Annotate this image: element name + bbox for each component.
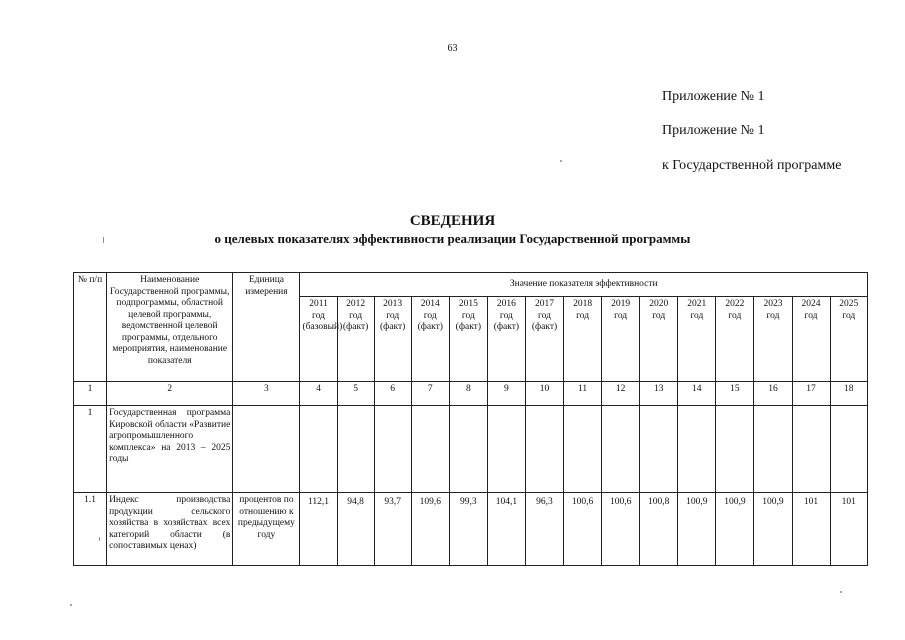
header-year-2: 2013 год (факт) [374,297,411,382]
column-number: 1 [74,382,107,406]
header-year-1: 2012 год (факт) [337,297,374,382]
row-value [678,406,716,493]
table-row [74,493,868,566]
row-value: 96,3 [525,493,563,566]
row-value [525,406,563,493]
column-number: 17 [792,382,830,406]
row-num: 1.1 [74,493,107,566]
column-number: 6 [374,382,411,406]
row-value: 100,6 [602,493,640,566]
row-value: 100,8 [640,493,678,566]
row-value: 99,3 [449,493,487,566]
header-values-group: Значение показателя эффективности [300,273,868,297]
header-year-10: 2021 год [678,297,716,382]
header-year-11: 2022 год [716,297,754,382]
row-unit: процентов по отношению к предыдущему году [233,493,300,566]
row-value [449,406,487,493]
annex-line-1: Приложение № 1 [662,89,765,104]
header-num: № п/п [74,273,107,382]
row-name: Государственная программа Кировской области «Развитие агропромышленного комплекса» на 2013 – 2025 годы [107,406,233,493]
header-year-4: 2015 год (факт) [449,297,487,382]
header-year-9: 2020 год [640,297,678,382]
row-value: 100,9 [754,493,792,566]
row-value [300,406,337,493]
column-number: 12 [602,382,640,406]
row-value: 101 [792,493,830,566]
column-number: 3 [233,382,300,406]
header-year-12: 2023 год [754,297,792,382]
header-year-14: 2025 год [830,297,867,382]
column-number: 18 [830,382,867,406]
row-value [487,406,525,493]
header-year-8: 2019 год [602,297,640,382]
row-num: 1 [74,406,107,493]
row-name: Индекс производства продукции сельского хозяйства в хозяйствах всех категорий области (в сопоставимых ценах) [107,493,233,566]
row-value: 104,1 [487,493,525,566]
header-year-7: 2018 год [564,297,602,382]
column-number: 2 [107,382,233,406]
row-value [640,406,678,493]
header-year-3: 2014 год (факт) [411,297,449,382]
header-year-0: 2011 год (базовый) [300,297,337,382]
indicators-table [73,272,868,566]
column-number: 14 [678,382,716,406]
column-number: 11 [564,382,602,406]
row-value [602,406,640,493]
row-value: 100,9 [678,493,716,566]
row-value: 93,7 [374,493,411,566]
row-value [716,406,754,493]
column-number: 7 [411,382,449,406]
column-number: 4 [300,382,337,406]
row-value [411,406,449,493]
column-number: 16 [754,382,792,406]
row-value [830,406,867,493]
header-name: Наименование Государственной программы, подпрограммы, областной целевой программы, ведомственной целевой программы, отдельного мероприятия, наименование показателя [107,273,233,382]
title-heading: СВЕДЕНИЯ [409,213,496,229]
header-year-5: 2016 год (факт) [487,297,525,382]
row-value: 100,6 [564,493,602,566]
row-value [754,406,792,493]
table-row [74,406,868,493]
row-value: 109,6 [411,493,449,566]
header-year-6: 2017 год (факт) [525,297,563,382]
header-year-13: 2024 год [792,297,830,382]
document-title [0,212,905,247]
column-number: 8 [449,382,487,406]
column-number: 9 [487,382,525,406]
page-number: 63 [447,43,458,54]
title-subheading: о целевых показателях эффективности реализации Государственной программы [214,231,691,246]
row-unit [233,406,300,493]
annex-line-3: к Государственной программе [662,158,842,173]
row-value: 94,8 [337,493,374,566]
row-value [792,406,830,493]
header-unit: Единица измерения [233,273,300,382]
column-number: 13 [640,382,678,406]
row-value [374,406,411,493]
row-value [564,406,602,493]
column-number: 5 [337,382,374,406]
row-value: 101 [830,493,867,566]
row-value: 112,1 [300,493,337,566]
row-value: 100,9 [716,493,754,566]
column-number: 15 [716,382,754,406]
column-number: 10 [525,382,563,406]
row-value [337,406,374,493]
annex-line-2: Приложение № 1 [662,123,765,138]
